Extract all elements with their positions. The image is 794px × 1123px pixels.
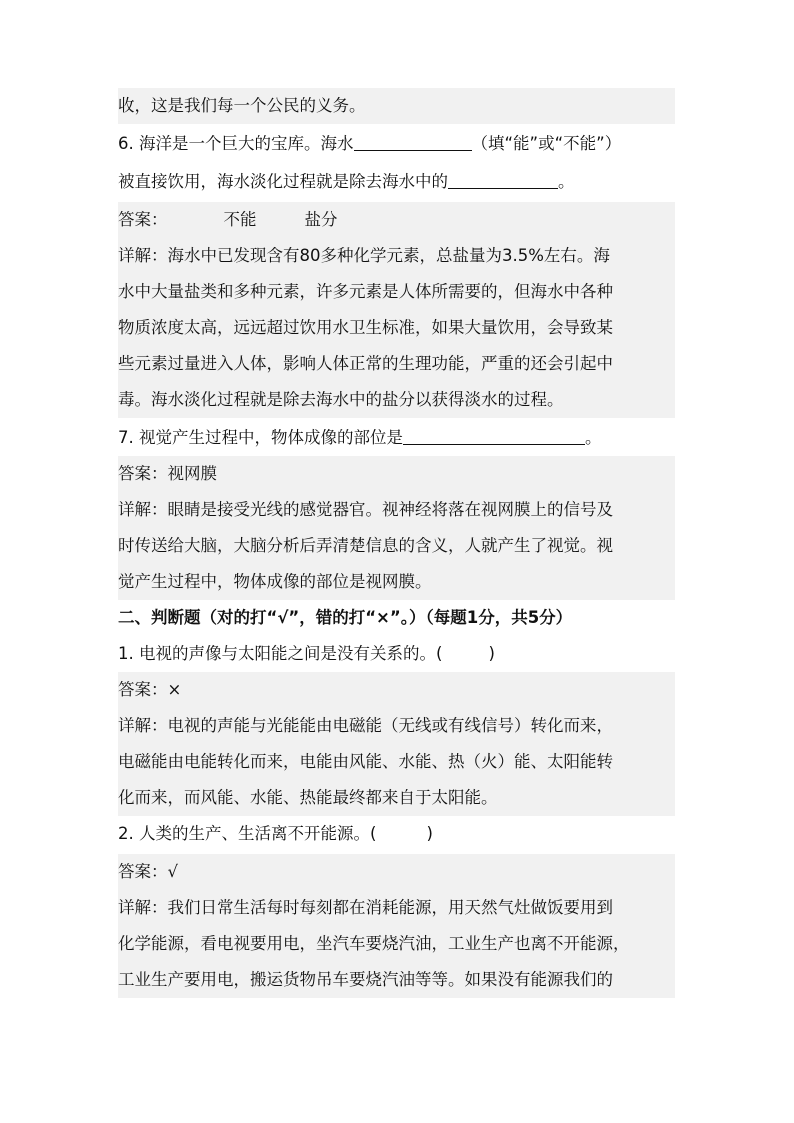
text: 答案：√ [118, 862, 179, 881]
question-text: 。 [558, 172, 575, 191]
text: 详解：我们日常生活每时每刻都在消耗能源，用天然气灶做饭要用到 [118, 898, 613, 917]
text: 详解：电视的声能与光能能由电磁能（无线或有线信号）转化而来， [118, 716, 613, 735]
text: 水中大量盐类和多种元素，许多元素是人体所需要的，但海水中各种 [118, 282, 613, 301]
question-text: 1. 电视的声像与太阳能之间是没有关系的。( [118, 644, 443, 663]
answer-label: 答案： [118, 210, 168, 229]
text: 答案：× [118, 680, 182, 699]
text: 答案：视网膜 [118, 464, 217, 483]
question-text: 2. 人类的生产、生活离不开能源。( [118, 824, 377, 843]
answer-blank [403, 422, 585, 445]
text: 化而来，而风能、水能、热能最终都来自于太阳能。 [118, 788, 498, 807]
text: 时传送给大脑，大脑分析后弄清楚信息的含义，人就产生了视觉。视 [118, 536, 613, 555]
text: 毒。海水淡化过程就是除去海水中的盐分以获得淡水的过程。 [118, 390, 564, 409]
answer-line [118, 202, 675, 238]
question-text: ) [426, 824, 433, 843]
explanation-line [118, 492, 675, 528]
text: 物质浓度太高，远远超过饮用水卫生标准，如果大量饮用，会导致某 [118, 318, 613, 337]
answer-line [118, 672, 675, 708]
text: 详解：眼睛是接受光线的感觉器官。视神经将落在视网膜上的信号及 [118, 500, 613, 519]
question-text: 6. 海洋是一个巨大的宝库。海水 [118, 134, 354, 153]
answer-value: 不能 [223, 210, 257, 229]
judge-question-1 [118, 636, 495, 672]
answer-blank [354, 128, 472, 151]
text: 收，这是我们每一个公民的义务。 [118, 96, 366, 115]
question-text: ) [488, 644, 495, 663]
explanation-line [118, 926, 675, 962]
answer-line [118, 456, 675, 492]
heading-text: 二、判断题（对的打“√”，错的打“×”。）（每题1分，共5分） [118, 608, 573, 627]
text: 化学能源，看电视要用电，坐汽车要烧汽油，工业生产也离不开能源， [118, 934, 630, 953]
question-text: 7. 视觉产生过程中，物体成像的部位是 [118, 428, 403, 447]
answer-line [118, 854, 675, 890]
explanation-line [118, 708, 675, 744]
question-6 [118, 126, 621, 162]
explanation-line [118, 780, 675, 816]
explanation-line [118, 382, 675, 418]
explanation-line [118, 564, 675, 600]
question-7 [118, 420, 602, 456]
judge-question-2 [118, 816, 433, 852]
question-text: 被直接饮用，海水淡化过程就是除去海水中的 [118, 172, 448, 191]
explanation-line [118, 890, 675, 926]
question-text: （填“能”或“不能”） [471, 134, 622, 153]
text: 详解：海水中已发现含有80多种化学元素，总盐量为3.5%左右。海 [118, 246, 610, 265]
explanation-line [118, 744, 675, 780]
explanation-line [118, 346, 675, 382]
explanation-line [118, 310, 675, 346]
question-6-cont [118, 164, 575, 200]
text-line [118, 88, 675, 124]
text: 工业生产要用电，搬运货物吊车要烧汽油等等。如果没有能源我们的 [118, 970, 613, 989]
answer-blank [448, 166, 558, 189]
text: 电磁能由电能转化而来，电能由风能、水能、热（火）能、太阳能转 [118, 752, 613, 771]
explanation-line [118, 528, 675, 564]
text: 觉产生过程中，物体成像的部位是视网膜。 [118, 572, 432, 591]
explanation-line [118, 274, 675, 310]
answer-value: 盐分 [304, 210, 338, 229]
explanation-line [118, 962, 675, 998]
explanation-line [118, 238, 675, 274]
section-heading [118, 600, 572, 636]
question-text: 。 [585, 428, 602, 447]
text: 些元素过量进入人体，影响人体正常的生理功能，严重的还会引起中 [118, 354, 613, 373]
